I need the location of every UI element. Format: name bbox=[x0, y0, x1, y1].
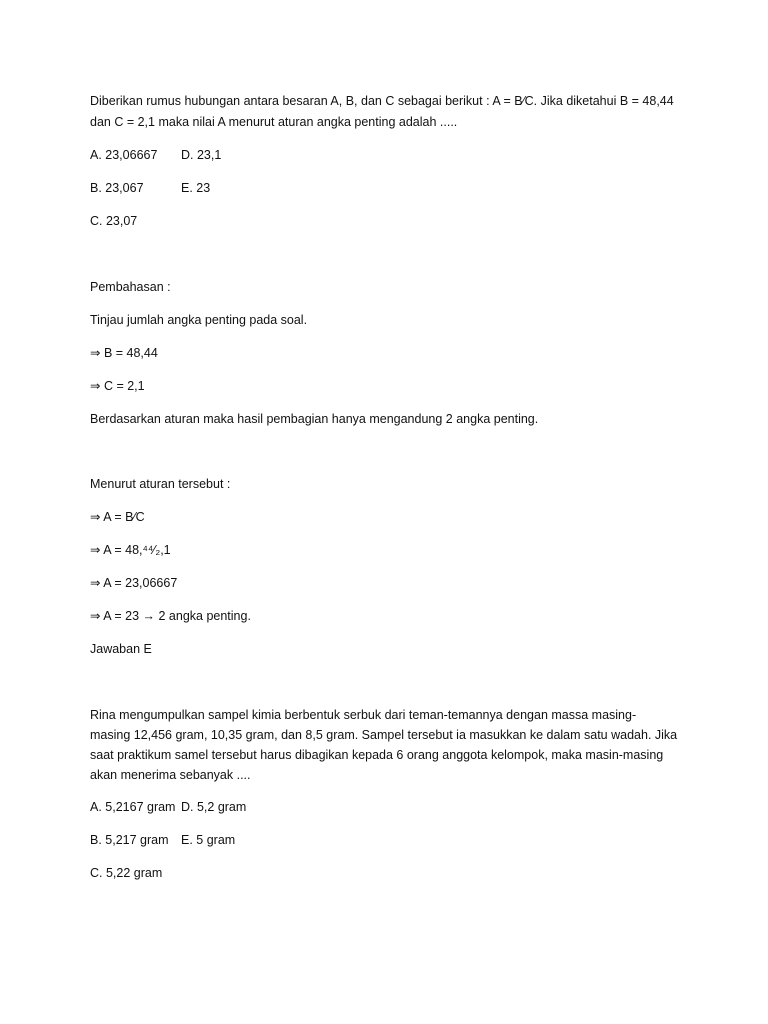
question1-option-b: B. 23,067 bbox=[90, 181, 144, 195]
question1-stem-line1: Diberikan rumus hubungan antara besaran A, B, dan C sebagai berikut : A = B⁄C. Jika diketahui B = 48,44 bbox=[90, 94, 674, 108]
discussion-answer: Jawaban E bbox=[90, 642, 152, 656]
discussion-calc1: ⇒ A = B⁄C bbox=[90, 510, 145, 524]
discussion-calc3: ⇒ A = 23,06667 bbox=[90, 576, 178, 590]
question1-stem-line2: dan C = 2,1 maka nilai A menurut aturan angka penting adalah ..... bbox=[90, 115, 458, 129]
question2-option-a: A. 5,2167 gram bbox=[90, 800, 176, 814]
question2-option-b: B. 5,217 gram bbox=[90, 833, 169, 847]
question2-option-d: D. 5,2 gram bbox=[181, 800, 247, 814]
discussion-heading: Pembahasan : bbox=[90, 280, 171, 294]
discussion-intro: Tinjau jumlah angka penting pada soal. bbox=[90, 313, 308, 327]
question1-option-c: C. 23,07 bbox=[90, 214, 138, 228]
discussion-step-b: ⇒ B = 48,44 bbox=[90, 346, 158, 360]
question2-stem-line1: Rina mengumpulkan sampel kimia berbentuk serbuk dari teman-temannya dengan massa masing- bbox=[90, 708, 637, 722]
question2-stem-line2: masing 12,456 gram, 10,35 gram, dan 8,5 gram. Sampel tersebut ia masukkan ke dalam satu wadah. Jika bbox=[90, 728, 678, 742]
discussion-rule-heading: Menurut aturan tersebut : bbox=[90, 477, 231, 491]
discussion-step-c: ⇒ C = 2,1 bbox=[90, 379, 145, 393]
question1-option-e: E. 23 bbox=[181, 181, 211, 195]
question2-stem-line4: akan menerima sebanyak .... bbox=[90, 768, 251, 782]
question1-options-row1 bbox=[90, 146, 221, 164]
discussion-calc4: ⇒ A = 23 → 2 angka penting. bbox=[90, 609, 251, 623]
question2-options-row2 bbox=[90, 831, 235, 849]
question2-stem-line3: saat praktikum samel tersebut harus dibagikan kepada 6 orang anggota kelompok, maka masin-masing bbox=[90, 748, 664, 762]
question1-option-a: A. 23,06667 bbox=[90, 148, 158, 162]
discussion-calc2: ⇒ A = 48,⁴⁴⁄₂,1 bbox=[90, 543, 171, 557]
question1-options-row2 bbox=[90, 179, 210, 197]
question2-option-e: E. 5 gram bbox=[181, 833, 236, 847]
discussion-rule: Berdasarkan aturan maka hasil pembagian hanya mengandung 2 angka penting. bbox=[90, 412, 539, 426]
question2-option-c: C. 5,22 gram bbox=[90, 866, 163, 880]
question1-option-d: D. 23,1 bbox=[181, 148, 222, 162]
question2-options-row1 bbox=[90, 798, 246, 816]
